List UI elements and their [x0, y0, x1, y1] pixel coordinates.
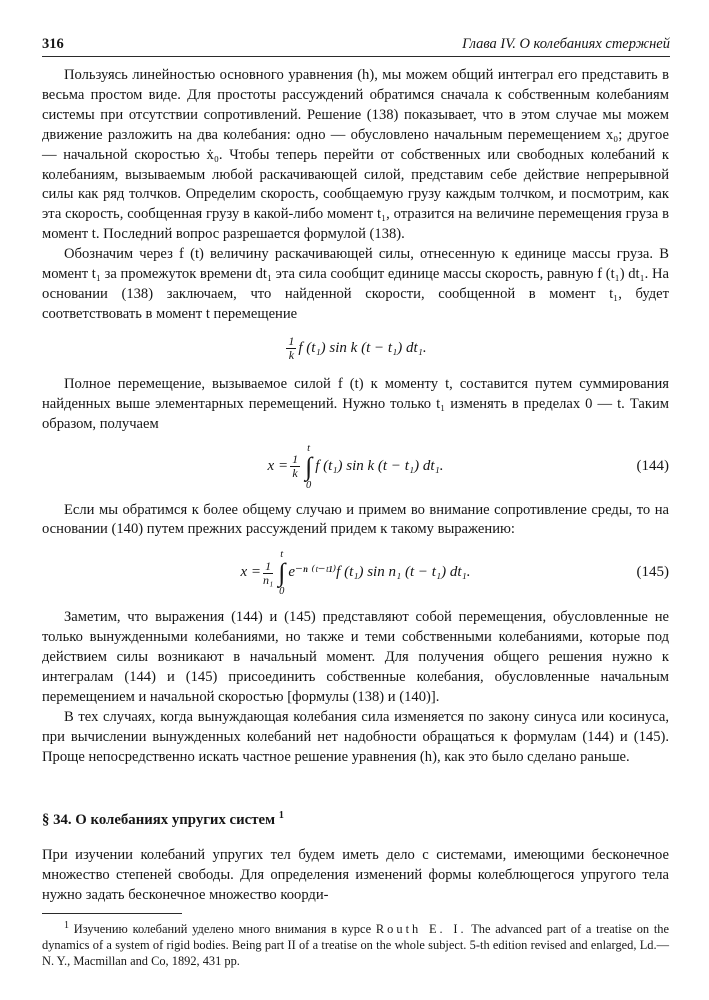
page-number: 316 — [42, 36, 64, 52]
footnote-mark: 1 — [64, 920, 69, 931]
paragraph-5: Заметим, что выражения (144) и (145) представляют собой перемещения, обусловленные не только вынужденными колебаниями, но также и теми собственными колебаниями, которые под действием силы возникают в начальный момент. Для получения общего решения нужно к интегралам (144) и (145) присоединить собственные колебания, обусловленные начальным перемещением и начальной скоростью [формулы (138) и (140)]. — [42, 609, 669, 705]
paragraph-2: Обозначим через f (t) величину раскачивающей силы, отнесенную к единице массы груза. В момент t₁ за промежуток времени dt₁ эта сила сообщит единице массы скорость, равную f (t₁) dt₁. На основании (138) заключаем, что найденной скорости, сообщенной в момент t₁, будет соответствовать в момент t перемещение — [42, 246, 669, 322]
paragraph-1: Пользуясь линейностью основного уравнения (h), мы можем общий интеграл его представить в весьма простом виде. Для простоты рассуждений обратимся сначала к собственным колебаниям системы при отсутствии сопротивлений. Решение (138) показывает, что в этом случае мы можем движение разложить на два колебания: одно — обусловлено начальным перемещением x₀; другое — начальной скоростью ẋ₀. Чтобы теперь перейти от собственных или свободных колебаний к колебаниям, вызываемым любой раскачивающей силой, представим себе действие непрерывной силы как ряд толчков. Определим скорость, сообщаемую грузу каждым толчком, и посмотрим, как эта скорость, сообщенная грузу в какой-либо момент t₁, отразится на величине перемещения груза в момент t. Последний вопрос разрешается формулой (138). — [42, 67, 669, 243]
equation-number: (144) — [636, 457, 669, 474]
formula-lhs: x = — [267, 457, 289, 474]
footnote-author: Routh E. I. — [375, 922, 467, 937]
footnote-ref: 1 — [278, 810, 284, 821]
section-title: § 34. О колебаниях упругих систем — [42, 811, 276, 828]
formula-lhs: x = — [240, 564, 262, 581]
footnote-paragraph — [42, 918, 669, 969]
section-body — [42, 846, 669, 906]
integral-sign: t ∫ 0 — [278, 549, 286, 598]
paragraph-4: Если мы обратимся к более общему случаю и примем во внимание сопротивление среды, то на основании (140) путем прежних рассуждений придем к такому выражению: — [42, 501, 669, 538]
footnote-rule — [42, 913, 182, 914]
formula-body: f (t₁) sin k (t − t₁) dt₁. — [298, 339, 427, 356]
paragraph-6: В тех случаях, когда вынуждающая колебания сила изменяется по закону синуса или косинуса, при вычислении вынужденных колебаний нет надобности обращаться к формулам (144) и (145). Проще непосредственно искать частное решение уравнения (h), как это было сделано раньше. — [42, 708, 669, 765]
fraction: $\frac{1}{\text{n₁}}$ — [263, 558, 274, 587]
section-paragraph: При изучении колебаний упругих тел будем иметь дело с системами, имеющими бесконечное множество степеней свободы. Для определения изменений формы колеблющегося упругого тела нужно задать бесконечное множество коорди- — [42, 847, 669, 903]
formula-body: f (t₁) sin k (t − t₁) dt₁. — [315, 457, 444, 474]
integral-sign: t ∫ 0 — [305, 442, 313, 491]
paragraph-3: Полное перемещение, вызываемое силой f (t) к моменту t, составится путем суммирования найденных выше элементарных перемещений. Нужно только t₁ изменять в пределах 0 — t. Таким образом, получаем — [42, 375, 669, 432]
main-text — [42, 66, 669, 768]
formula-displacement — [42, 327, 669, 371]
formula-144 — [42, 437, 669, 497]
footnote-text-before: Изучению колебаний уделено много внимания в курсе — [73, 922, 372, 937]
page-header — [42, 36, 670, 57]
equation-number: (145) — [636, 564, 669, 581]
fraction: $\frac{1}{k}$ — [292, 452, 299, 480]
section-heading — [42, 810, 669, 829]
formula-145 — [42, 542, 669, 604]
footnote-text-after: The advanced part of a treatise on the dynamics of a system of rigid bodies. Being part II of a treatise on the whole subject. 5-th edition revised and enlarged, Ld.— N. Y., Macmillan and Co, 1892, 431 pp. — [42, 922, 669, 969]
fraction: $\frac{1}{k}$ — [288, 334, 295, 363]
formula-body: e⁻ⁿ ⁽ᵗ⁻ᵗ¹⁾f (t₁) sin n₁ (t − t₁) dt₁. — [288, 564, 471, 581]
footnote — [42, 918, 669, 969]
running-title: Глава IV. О колебаниях стержней — [462, 36, 670, 52]
